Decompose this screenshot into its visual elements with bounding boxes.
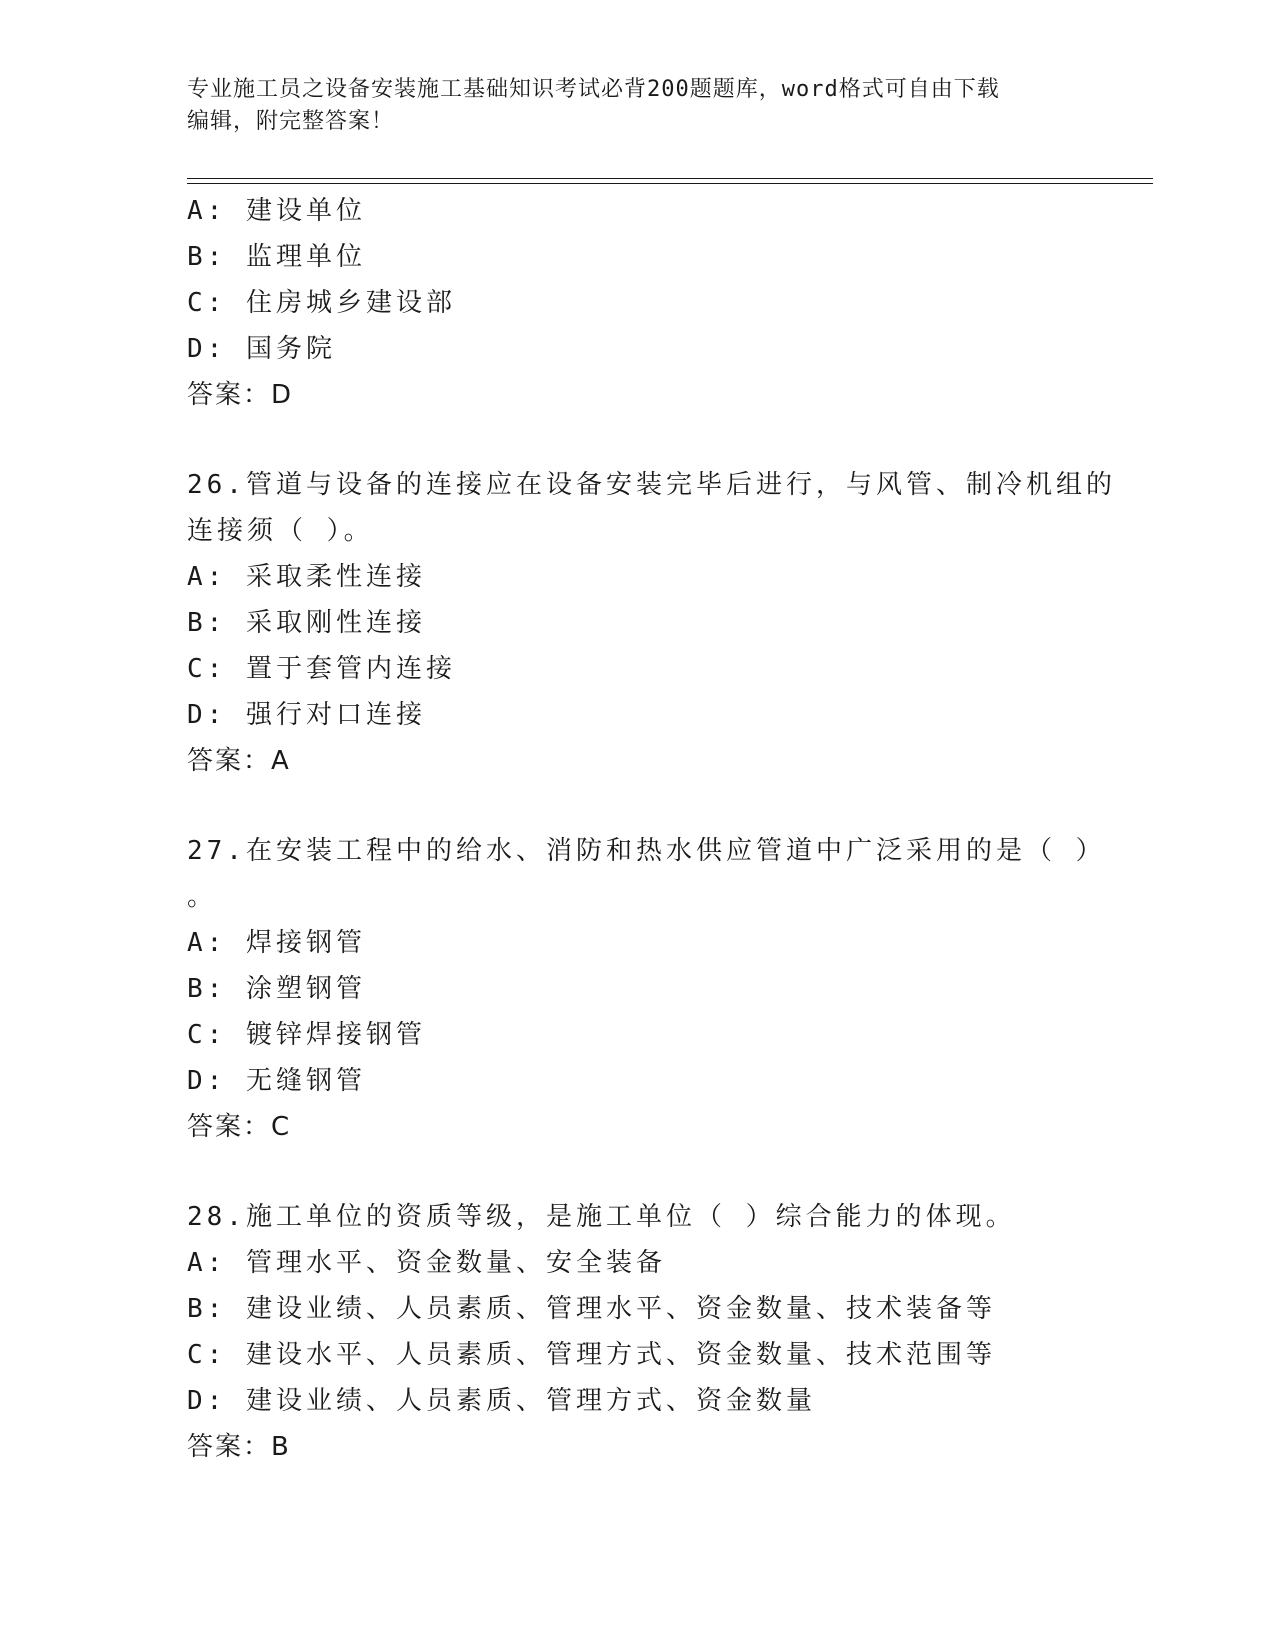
- question-list: [187, 188, 1147, 1470]
- option-b: B: 监理单位: [187, 242, 366, 272]
- option-b: B: 涂塑钢管: [187, 974, 366, 1004]
- option-c: C: 建设水平、人员素质、管理方式、资金数量、技术范围等: [187, 1340, 996, 1370]
- answer-line: 答案：C: [187, 1112, 292, 1142]
- header-divider-top: [187, 178, 1153, 179]
- option-c: C: 镀锌焊接钢管: [187, 1020, 426, 1050]
- answer-line: 答案：B: [187, 1432, 291, 1462]
- answer-line: 答案：A: [187, 746, 291, 776]
- question-spacer: [187, 784, 1147, 828]
- question-26: [187, 462, 1147, 784]
- option-d: D: 无缝钢管: [187, 1066, 366, 1096]
- question-spacer: [187, 1150, 1147, 1194]
- option-c: C: 住房城乡建设部: [187, 288, 456, 318]
- question-stem-continued: 连接须（ ）。: [187, 516, 374, 546]
- option-d: D: 强行对口连接: [187, 700, 426, 730]
- answer-line: 答案：D: [187, 380, 294, 410]
- document-header: [187, 74, 1067, 138]
- header-line-1: 专业施工员之设备安装施工基础知识考试必背200题题库，word格式可自由下载: [187, 77, 1000, 102]
- question-stem-continued: 。: [187, 882, 218, 912]
- question-27: [187, 828, 1147, 1150]
- option-a: A: 管理水平、资金数量、安全装备: [187, 1248, 666, 1278]
- header-line-2: 编辑，附完整答案！: [187, 109, 395, 134]
- option-a: A: 采取柔性连接: [187, 562, 426, 592]
- option-d: D: 建设业绩、人员素质、管理方式、资金数量: [187, 1386, 816, 1416]
- question-spacer: [187, 418, 1147, 462]
- question-25-continued: [187, 188, 1147, 418]
- option-a: A: 建设单位: [187, 196, 366, 226]
- question-stem: 27.在安装工程中的给水、消防和热水供应管道中广泛采用的是（ ）: [187, 836, 1106, 866]
- header-divider-bottom: [187, 183, 1153, 184]
- option-c: C: 置于套管内连接: [187, 654, 456, 684]
- question-stem: 28.施工单位的资质等级，是施工单位（ ）综合能力的体现。: [187, 1202, 1016, 1232]
- option-d: D: 国务院: [187, 334, 336, 364]
- option-b: B: 建设业绩、人员素质、管理水平、资金数量、技术装备等: [187, 1294, 996, 1324]
- option-b: B: 采取刚性连接: [187, 608, 426, 638]
- question-28: [187, 1194, 1147, 1470]
- option-a: A: 焊接钢管: [187, 928, 366, 958]
- question-stem: 26.管道与设备的连接应在设备安装完毕后进行，与风管、制冷机组的: [187, 470, 1116, 500]
